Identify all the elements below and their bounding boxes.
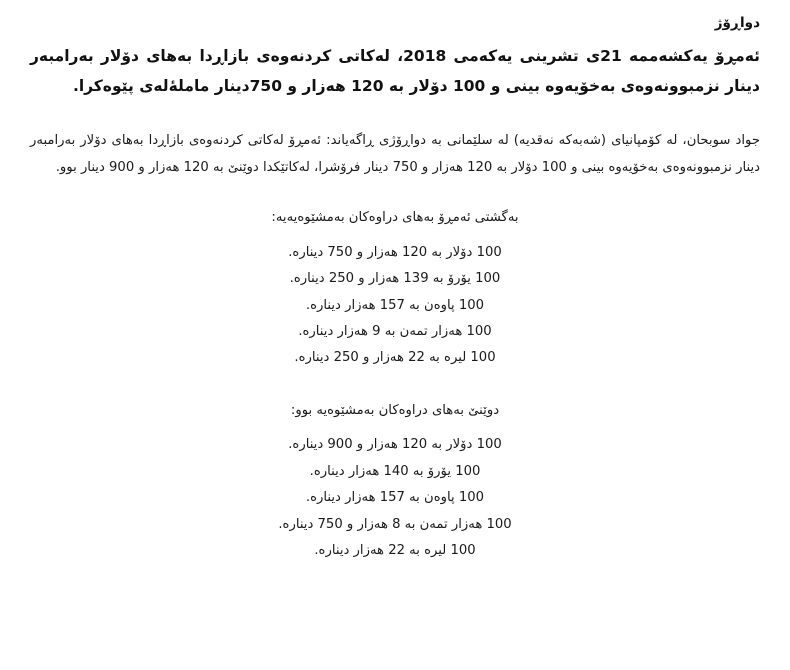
yesterday-rate-eur: 100 یۆرۆ بە 140 هەزار دینارە. bbox=[309, 463, 481, 479]
site-name: دواڕۆژ bbox=[714, 15, 760, 31]
today-rates-block bbox=[30, 205, 760, 371]
today-rate-gbp: 100 پاوەن بە 157 هەزار دینارە. bbox=[305, 297, 485, 313]
yesterday-rate-lira: 100 لیرە بە 22 هەزار دینارە. bbox=[314, 542, 476, 558]
yesterday-rate-toman: 100 هەزار تمەن بە 8 هەزار و 750 دینارە. bbox=[278, 516, 512, 532]
today-rate-lira: 100 لیرە بە 22 هەزار و 250 دینارە. bbox=[294, 350, 496, 366]
today-rates-lead: بەگشتی ئەمڕۆ بەهای دراوەکان بەمشێوەیەیە: bbox=[271, 210, 519, 226]
article-headline: ئەمڕۆ یەکشەممە 21ی تشرینی یەکەمی 2018، لەکاتی کردنەوەی بازاڕدا بەهای دۆلار بەرامبەر دینار نزمبوونەوەی بەخۆیەوە بینی و 100 دۆلار بە 120 هەزار و 750دینار ماملۀلەی پێوەکرا. bbox=[30, 46, 761, 96]
yesterday-rate-usd: 100 دۆلار بە 120 هەزار و 900 دینارە. bbox=[288, 437, 502, 453]
yesterday-rate-gbp: 100 پاوەن بە 157 هەزار دینارە. bbox=[305, 490, 485, 506]
article-paragraph-1: جواد سوبحان، لە کۆمپانیای (شەبەکە نەقدیە) لە سلێمانی بە دواڕۆژی ڕاگەیاند: ئەمڕۆ لەکاتی کردنەوەی بازاڕدا بەهای دۆلار بەرامبەر دینار نزمبوونەوەی بەخۆیەوە بینی و 100 دۆلار بە 120 هەزار و 750 دینار فرۆشرا، لەکاتێکدا دوێنێ بە 120 هەزار و 900 دینار بوو. bbox=[30, 133, 760, 176]
today-rate-usd: 100 دۆلار بە 120 هەزار و 750 دینارە. bbox=[288, 244, 502, 260]
yesterday-rates-block bbox=[30, 398, 760, 564]
today-rate-eur: 100 یۆرۆ بە 139 هەزار و 250 دینارە. bbox=[289, 271, 501, 287]
yesterday-rates-lead: دوێنێ بەهای دراوەکان بەمشێوەیە بوو: bbox=[290, 402, 500, 418]
today-rate-toman: 100 هەزار تمەن بە 9 هەزار دینارە. bbox=[298, 324, 492, 340]
